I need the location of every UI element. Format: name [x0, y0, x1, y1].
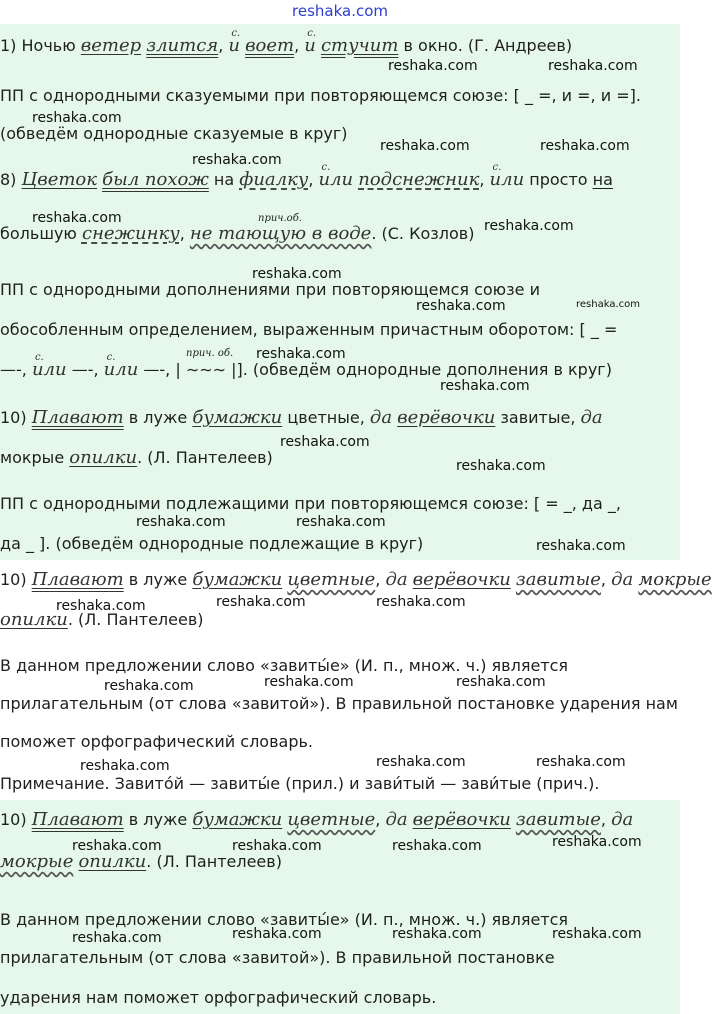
watermark: reshaka.com	[576, 299, 640, 310]
watermark: reshaka.com	[232, 838, 322, 854]
watermark: reshaka.com	[456, 674, 546, 690]
watermark: reshaka.com	[552, 834, 642, 850]
watermark: reshaka.com	[456, 458, 546, 474]
watermark: reshaka.com	[376, 594, 466, 610]
scheme-2-line1: ПП с однородными дополнениями при повторяющемся союзе и	[0, 280, 540, 299]
watermark: reshaka.com	[192, 152, 282, 168]
watermark: reshaka.com	[56, 598, 146, 614]
watermark: reshaka.com	[256, 346, 346, 362]
block3-paragraph-3: ударения нам поможет орфографический словарь.	[0, 988, 437, 1007]
watermark: reshaka.com	[536, 538, 626, 554]
block2-paragraph-3: поможет орфографический словарь.	[0, 732, 313, 751]
block3-sentence-line1: 10) Плавают в луже бумажки цветные, да верёвочки завитые, да	[0, 809, 634, 830]
watermark: reshaka.com	[392, 838, 482, 854]
watermark: reshaka.com	[416, 298, 506, 314]
participle-note-2: прич. об.	[186, 348, 234, 359]
scheme-2-line2: обособленным определением, выраженным причастным оборотом: [ _ =	[0, 320, 618, 339]
wavy-underline-icon: ∼∼∼	[185, 360, 227, 379]
block3-paragraph-1: В данном предложении слово «завиты́е» (И. п., множ. ч.) является	[0, 910, 569, 929]
watermark: reshaka.com	[548, 58, 638, 74]
sentence-2-line2: большую снежинку, не тающую в воде. (С. Козлов)	[0, 223, 475, 244]
watermark: reshaka.com	[80, 758, 170, 774]
watermark: reshaka.com	[484, 218, 574, 234]
site-logo[interactable]: reshaka.com	[292, 2, 388, 20]
watermark: reshaka.com	[540, 138, 630, 154]
watermark: reshaka.com	[440, 378, 530, 394]
watermark: reshaka.com	[296, 514, 386, 530]
sentence-2-line1: 8) Цветок был похож на фиалку, с. или подснежник, с. или просто на	[0, 170, 613, 190]
watermark: reshaka.com	[552, 926, 642, 942]
block3-sentence-line2: мокрые опилки. (Л. Пантелеев)	[0, 851, 282, 872]
watermark: reshaka.com	[388, 58, 478, 74]
watermark: reshaka.com	[232, 926, 322, 942]
watermark: reshaka.com	[32, 210, 122, 226]
watermark: reshaka.com	[536, 754, 626, 770]
watermark: reshaka.com	[136, 514, 226, 530]
watermark: reshaka.com	[32, 110, 122, 126]
watermark: reshaka.com	[280, 434, 370, 450]
sentence-3-line2: мокрые опилки. (Л. Пантелеев)	[0, 447, 273, 468]
watermark: reshaka.com	[104, 678, 194, 694]
block2-note: Примечание. Завито́й — завиты́е (прил.) и зави́тый — зави́тые (прич.).	[0, 774, 600, 793]
block2-sentence-line1: 10) Плавают в луже бумажки цветные, да верёвочки завитые, да мокрые	[0, 569, 712, 590]
scheme-3-line1: ПП с однородными подлежащими при повторяющемся союзе: [ = _, да _,	[0, 494, 621, 513]
block2-paragraph-2: прилагательным (от слова «завитой»). В правильной постановке ударения нам	[0, 694, 678, 713]
scheme-3-line2: да _ ]. (обведём однородные подлежащие в круг)	[0, 534, 424, 553]
watermark: reshaka.com	[380, 138, 470, 154]
watermark: reshaka.com	[216, 594, 306, 610]
sentence-1: 1) Ночью ветер злится, с. и воет, с. и стучит в окно. (Г. Андреев)	[0, 36, 572, 56]
block2-paragraph-1: В данном предложении слово «завиты́е» (И. п., множ. ч.) является	[0, 656, 569, 675]
participle-note-1: прич.об.	[258, 213, 302, 224]
block2-sentence-line2: опилки. (Л. Пантелеев)	[0, 609, 204, 630]
watermark: reshaka.com	[392, 926, 482, 942]
block3-paragraph-2: прилагательным (от слова «завитой»). В правильной постановке	[0, 948, 555, 967]
scheme-1: ПП с однородными сказуемыми при повторяющемся союзе: [ _ =, и =, и =].	[0, 86, 641, 105]
watermark: reshaka.com	[252, 266, 342, 282]
sentence-3-line1: 10) Плавают в луже бумажки цветные, да верёвочки завитые, да	[0, 407, 603, 428]
hint-1: (обведём однородные сказуемые в круг)	[0, 124, 348, 143]
scheme-2-line3: —-, с. или —-, с. или —-, | ∼∼∼ |]. (обведём однородные дополнения в круг)	[0, 360, 612, 380]
watermark: reshaka.com	[376, 754, 466, 770]
watermark: reshaka.com	[72, 930, 162, 946]
block3-background	[0, 800, 680, 1014]
watermark: reshaka.com	[72, 838, 162, 854]
watermark: reshaka.com	[264, 674, 354, 690]
